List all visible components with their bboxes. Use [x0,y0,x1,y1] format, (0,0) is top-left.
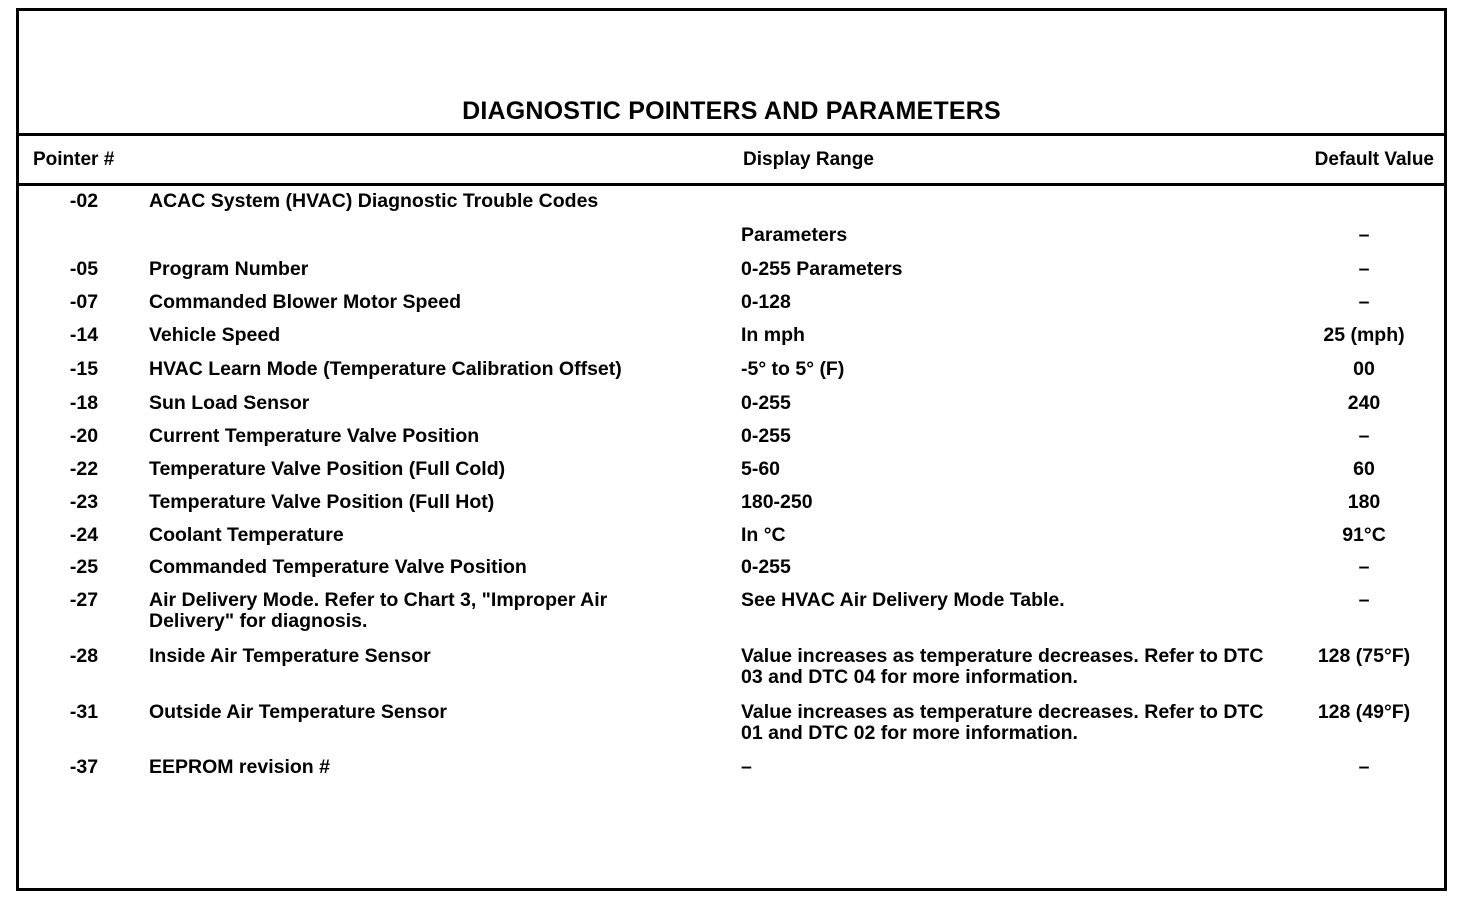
pointer-cell: -02 [69,190,99,212]
description-cell: Coolant Temperature [149,524,344,546]
display-range-cell: 0-255 Parameters [741,258,903,280]
default-value-cell: 91°C [1342,524,1386,546]
default-value-cell: 180 [1347,491,1381,513]
default-value-cell: 128 (49°F) [1317,701,1411,723]
pointer-cell: -25 [69,556,99,578]
display-range-cell: -5° to 5° (F) [741,358,845,380]
description-cell: Temperature Valve Position (Full Cold) [149,458,506,480]
default-value-cell: 128 (75°F) [1317,645,1411,667]
display-range-cell: Value increases as temperature decreases. Refer to DTC 03 and DTC 04 for more information. [741,645,1264,688]
description-cell: Current Temperature Valve Position [149,425,480,447]
default-value-cell: – [1358,425,1370,447]
description-cell: Air Delivery Mode. Refer to Chart 3, "Improper Air Delivery" for diagnosis. [149,589,608,632]
pointer-cell: -15 [69,358,99,380]
display-range-cell: 0-255 [741,425,791,447]
column-header-pointer: Pointer # [33,149,115,170]
display-range-cell: 5-60 [741,458,781,480]
description-cell: Vehicle Speed [149,324,281,346]
pointer-cell: -18 [69,392,99,414]
default-value-cell: – [1358,756,1370,778]
pointer-cell: -31 [69,701,99,723]
pointer-cell: -24 [69,524,99,546]
display-range-cell: See HVAC Air Delivery Mode Table. [741,589,1065,611]
description-cell: HVAC Learn Mode (Temperature Calibration Offset) [149,358,622,380]
default-value-cell: – [1358,589,1370,611]
description-cell: EEPROM revision # [149,756,330,778]
description-cell: Outside Air Temperature Sensor [149,701,447,723]
display-range-cell: In mph [741,324,805,346]
description-cell: Sun Load Sensor [149,392,310,414]
description-cell: ACAC System (HVAC) Diagnostic Trouble Codes [149,190,599,212]
default-value-cell: – [1358,258,1370,280]
page-title: DIAGNOSTIC POINTERS AND PARAMETERS [462,97,1001,125]
pointer-cell: -28 [69,645,99,667]
description-cell: Temperature Valve Position (Full Hot) [149,491,495,513]
column-header-display-range: Display Range [743,149,874,170]
pointer-cell: -20 [69,425,99,447]
pointer-cell: -23 [69,491,99,513]
description-cell: Commanded Temperature Valve Position [149,556,527,578]
document-frame [16,8,1447,891]
default-value-cell: – [1358,291,1370,313]
description-cell: Inside Air Temperature Sensor [149,645,431,667]
pointer-cell: -27 [69,589,99,611]
header-top-rule [19,133,1444,136]
display-range-cell: – [741,756,752,778]
default-value-cell: 240 [1347,392,1381,414]
header-bottom-rule [19,183,1444,186]
display-range-cell: 0-128 [741,291,791,313]
default-value-cell: 25 (mph) [1323,324,1405,346]
display-range-cell: 0-255 [741,392,791,414]
display-range-cell: In °C [741,524,786,546]
pointer-cell: -22 [69,458,99,480]
description-cell: Commanded Blower Motor Speed [149,291,462,313]
display-range-cell: Value increases as temperature decreases. Refer to DTC 01 and DTC 02 for more information. [741,701,1264,744]
display-range-cell: Parameters [741,224,848,246]
default-value-cell: 60 [1353,458,1375,480]
default-value-cell: 00 [1353,358,1375,380]
pointer-cell: -05 [69,258,99,280]
pointer-cell: -37 [69,756,99,778]
default-value-cell: – [1358,556,1370,578]
pointer-cell: -14 [69,324,99,346]
pointer-cell: -07 [69,291,99,313]
column-header-default-value: Default Value [1314,149,1434,170]
display-range-cell: 180-250 [741,491,813,513]
description-cell: Program Number [149,258,309,280]
display-range-cell: 0-255 [741,556,791,578]
default-value-cell: – [1358,224,1370,246]
